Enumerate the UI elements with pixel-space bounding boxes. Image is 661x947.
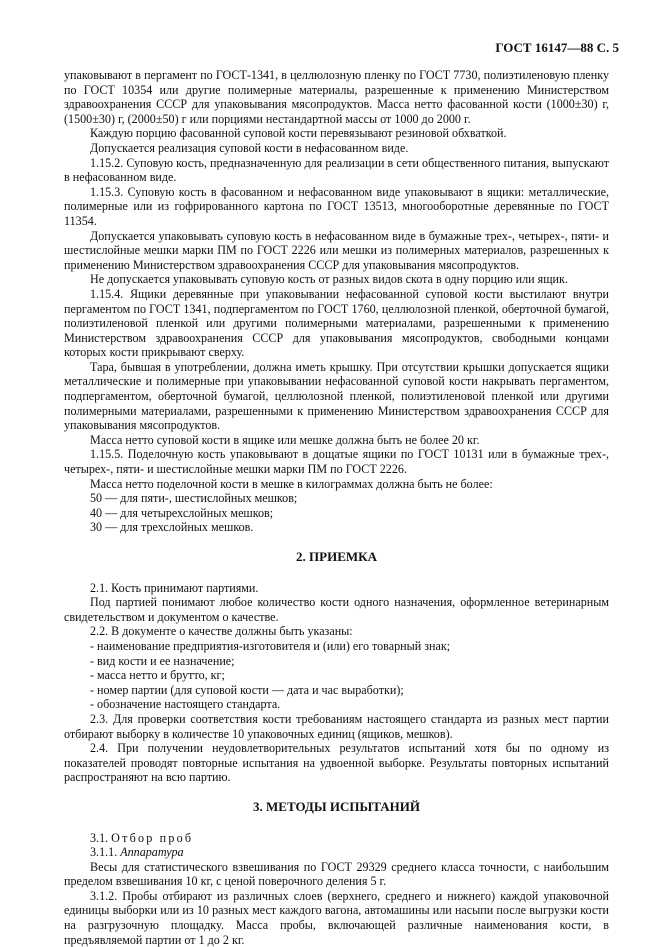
list-item: - вид кости и ее назначение; (90, 653, 235, 668)
clause-2-1: 2.1. Кость принимают партиями. (90, 580, 259, 595)
running-header: ГОСТ 16147—88 С. 5 (495, 40, 619, 55)
list-item: - наименование предприятия-изготовителя и (или) его товарный знак; (90, 638, 451, 653)
clause-3-1 (64, 831, 609, 846)
clause-1-15-3: 1.15.3. Суповую кость в фасованном и нефасованном виде упаковывают в ящики: металлические, полимерные или из гофрированного картона по ГОСТ 13513, многооборотные деревянные по ГОСТ 11354. (64, 184, 609, 228)
clause-3-1-1 (64, 845, 609, 860)
paragraph: Весы для статистического взвешивания по ГОСТ 29329 среднего класса точности, с наибольшим пределом взвешивания 10 кг, с ценой поверочного деления 5 г. (64, 859, 609, 889)
paragraph: Масса нетто поделочной кости в мешке в килограммах должна быть не более: (90, 476, 493, 491)
clause-number: 3.1. (90, 830, 112, 845)
clause-1-15-4: 1.15.4. Ящики деревянные при упаковывании нефасованной суповой кости выстилают внутри пергаментом по ГОСТ 1341, подпергаментом по ГОСТ 1760, целлюлозной пленкой, оберточной бумагой, полиэтиленовой пленкой или другими полимерными материалами, разрешенными к применению Министерством здравоохранения СССР для упаковывания мясопродуктов, свободными концами которых кости прикрывают сверху. (64, 286, 609, 360)
clause-1-15-5: 1.15.5. Поделочную кость упаковывают в дощатые ящики по ГОСТ 10131 или в бумажные трех-, четырех-, пяти- и шестислойные мешки марки ПМ по ГОСТ 2226. (64, 447, 609, 477)
list-item: - номер партии (для суповой кости — дата и час выработки); (90, 682, 404, 697)
list-item: - обозначение настоящего стандарта. (90, 697, 281, 712)
paragraph: Тара, бывшая в употреблении, должна иметь крышку. При отсутствии крышки допускается ящики металлические и полимерные при упаковывании нефасованной суповой кости накрывать пергаментом, подпергаментом, оберточной бумагой, целлюлозной пленкой, полиэтиленовой пленкой или другими полимерными материалами, разрешенными к применению Министерством здравоохранения СССР для упаковывания мясопродуктов. (64, 359, 609, 433)
document-body (64, 68, 609, 947)
paragraph: Допускается реализация суповой кости в нефасованном виде. (90, 140, 409, 155)
limit-item: 40 — для четырехслойных мешков; (90, 505, 274, 520)
clause-2-3: 2.3. Для проверки соответствия кости требованиям настоящего стандарта из разных мест партии отбирают выборку в количестве 10 упаковочных единиц (ящиков, мешков). (64, 711, 609, 741)
paragraph: Не допускается упаковывать суповую кость от разных видов скота в одну порцию или ящик. (90, 272, 568, 287)
paragraph: Допускается упаковывать суповую кость в нефасованном виде в бумажные трех-, четырех-, пяти- и шестислойные мешки марки ПМ по ГОСТ 2226 или мешки из полимерных материалов, разрешенных к применению Министерством здравоохранения СССР для упаковывания мясопродуктов. (64, 228, 609, 272)
subsection-title: Аппаратура (120, 845, 184, 860)
list-item: - масса нетто и брутто, кг; (90, 668, 225, 683)
section-title-test-methods: 3. МЕТОДЫ ИСПЫТАНИЙ (253, 798, 420, 814)
subsection-title: Отбор проб (111, 830, 194, 845)
section-title-acceptance: 2. ПРИЕМКА (296, 549, 377, 564)
clause-3-1-2: 3.1.2. Пробы отбирают из различных слоев (верхнего, среднего и нижнего) каждой упаковочной единицы выборки или из 10 разных мест каждого вагона, автомашины или насыпи после выгрузки кости на разгрузочную площадку. Масса пробы, включающей различные наименования кости, в предъявляемой партии от 1 до 2 кг. (64, 888, 609, 947)
limit-item: 50 — для пяти-, шестислойных мешков; (90, 491, 298, 506)
clause-2-2: 2.2. В документе о качестве должны быть указаны: (90, 624, 353, 639)
paragraph: Под партией понимают любое количество кости одного назначения, оформленное ветеринарным свидетельством и документом о качестве. (64, 595, 609, 624)
clause-2-4: 2.4. При получении неудовлетворительных результатов испытаний хотя бы по одному из показателей проводят повторные испытания на удвоенной выборке. Результаты повторных испытаний распространяют на всю партию. (64, 741, 609, 785)
paragraph: упаковывают в пергамент по ГОСТ-1341, в целлюлозную пленку по ГОСТ 7730, полиэтиленовую пленку по ГОСТ 10354 или другие полимерные материалы, разрешенные к применению Министерством здравоохранения СССР для упаковывания мясопродуктов. Масса нетто фасованной кости (1000±30) г, (1500±30) г, (2000±50) г или порциями нестандартной массы от 1000 до 2000 г. (64, 68, 609, 126)
clause-1-15-2: 1.15.2. Суповую кость, предназначенную для реализации в сети общественного питания, выпускают в нефасованном виде. (64, 155, 609, 185)
clause-number: 3.1.1. (90, 845, 121, 860)
paragraph: Каждую порцию фасованной суповой кости перевязывают резиновой обхваткой. (90, 126, 507, 141)
limit-item: 30 — для трехслойных мешков. (90, 520, 254, 535)
paragraph: Масса нетто суповой кости в ящике или мешке должна быть не более 20 кг. (90, 432, 480, 447)
